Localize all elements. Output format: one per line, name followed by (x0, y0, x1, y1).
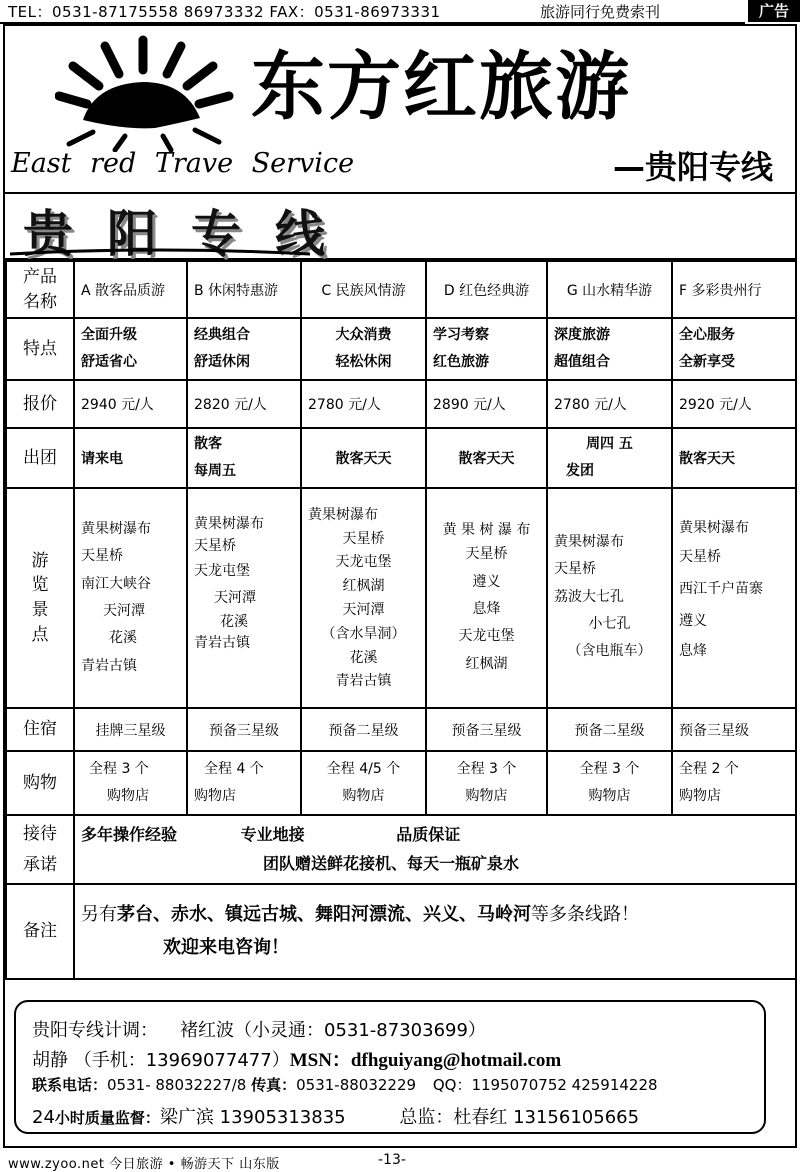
product-feature: 学习考察 红色旅游 (426, 318, 547, 380)
table-row (6, 488, 796, 708)
banner-swoosh-icon (10, 248, 310, 258)
brand-subtitle: —贵阳专线 (612, 148, 773, 186)
table-row (6, 884, 796, 979)
product-name: F 多彩贵州行 (672, 261, 796, 318)
footer-url: www.zyoo.net 今日旅游 • 畅游天下 山东版 (8, 1157, 280, 1172)
product-name: D 红色经典游 (426, 261, 547, 318)
title-banner (5, 192, 795, 263)
product-feature: 深度旅游 超值组合 (547, 318, 672, 380)
row-head-product: 产品 名称 (6, 261, 74, 318)
product-departure: 散客天天 (672, 428, 796, 488)
promise-gift: 团队赠送鲜花接机、每天一瓶矿泉水 (263, 853, 520, 873)
product-name: B 休闲特惠游 (187, 261, 301, 318)
product-feature: 全面升级 舒适省心 (74, 318, 187, 380)
product-shopping: 全程 3 个 购物店 (547, 751, 672, 815)
promise-quality: 品质保证 (396, 824, 461, 844)
remark-text: 另有茅台、赤水、镇远古城、舞阳河漂流、兴义、马岭河等多条线路！ 欢迎来电咨询！ (74, 884, 796, 979)
product-shopping: 全程 4 个 购物店 (187, 751, 301, 815)
product-hotel: 预备三星级 (187, 708, 301, 751)
footer (0, 1150, 800, 1172)
english-name: East red Trave Service (11, 148, 355, 179)
product-hotel: 挂牌三星级 (74, 708, 187, 751)
row-head-shopping: 购物 (6, 751, 74, 815)
remark-welcome: 欢迎来电咨询！ (163, 937, 289, 959)
product-scenic: 黄 果 树 瀑 布 天星桥 遵义 息烽 天龙屯堡 红枫湖 (426, 488, 547, 708)
product-feature: 全心服务 全新享受 (672, 318, 796, 380)
product-price: 2920 元/人 (672, 380, 796, 428)
product-scenic: 黄果树瀑布 天星桥 天龙屯堡 红枫湖 天河潭 （含水旱洞） 花溪 青岩古镇 (301, 488, 426, 708)
product-departure: 散客 每周五 (187, 428, 301, 488)
product-hotel: 预备二星级 (301, 708, 426, 751)
product-hotel: 预备三星级 (426, 708, 547, 751)
product-feature: 经典组合 舒适休闲 (187, 318, 301, 380)
product-departure: 散客天天 (426, 428, 547, 488)
promise-local: 专业地接 (240, 824, 305, 844)
product-price: 2890 元/人 (426, 380, 547, 428)
logo-area (5, 26, 795, 194)
product-scenic: 黄果树瀑布 天星桥 西江千户苗寨 遵义 息烽 (672, 488, 796, 708)
product-departure: 周四 五 发团 (547, 428, 672, 488)
product-hotel: 预备三星级 (672, 708, 796, 751)
sun-logo-icon (55, 32, 235, 152)
top-bar (0, 0, 800, 22)
route-table (5, 260, 797, 980)
contact-row-supervisor: 24小时质量监督：梁广滨 13905313835 总监：杜春红 13156105665 (32, 1107, 640, 1128)
header-contact: TEL：0531-87175558 86973332 FAX：0531-86973331 (8, 3, 441, 21)
table-row (6, 815, 796, 884)
contact-row-hujing: 胡静 （手机：13969077477）MSN：dfhguiyang@hotmail.com (32, 1050, 562, 1071)
page-number: -13- (378, 1152, 406, 1168)
row-head-price: 报价 (6, 380, 74, 428)
table-row (6, 751, 796, 815)
product-scenic: 黄果树瀑布 天星桥 天龙屯堡 天河潭 花溪 青岩古镇 (187, 488, 301, 708)
product-price: 2940 元/人 (74, 380, 187, 428)
product-departure: 散客天天 (301, 428, 426, 488)
product-shopping: 全程 2 个 购物店 (672, 751, 796, 815)
product-scenic: 黄果树瀑布 天星桥 南江大峡谷 天河潭 花溪 青岩古镇 (74, 488, 187, 708)
table-row (6, 708, 796, 751)
product-shopping: 全程 4/5 个 购物店 (301, 751, 426, 815)
ad-tag: 广告 (748, 0, 800, 22)
product-feature: 大众消费 轻松休闲 (301, 318, 426, 380)
product-hotel: 预备二星级 (547, 708, 672, 751)
contact-row-planner: 贵阳专线计调： 褚红波（小灵通：0531-87303699） (32, 1020, 486, 1041)
reception-promise (74, 815, 796, 884)
row-head-remark: 备注 (6, 884, 74, 979)
product-name: A 散客品质游 (74, 261, 187, 318)
row-head-reception: 接待 承诺 (6, 815, 74, 884)
header-slogan: 旅游同行免费索刊 (540, 3, 661, 21)
row-head-departure: 出团 (6, 428, 74, 488)
table-row (6, 261, 796, 318)
table-row (6, 318, 796, 380)
row-head-scenic: 游 览 景 点 (6, 488, 74, 708)
promise-experience: 多年操作经验 (81, 824, 178, 844)
row-head-hotel: 住宿 (6, 708, 74, 751)
brand-name: 东方红旅游 (251, 44, 631, 130)
table-row (6, 428, 796, 488)
product-shopping: 全程 3 个 购物店 (74, 751, 187, 815)
product-price: 2780 元/人 (301, 380, 426, 428)
product-shopping: 全程 3 个 购物店 (426, 751, 547, 815)
table-row (6, 380, 796, 428)
contact-row-phone: 联系电话：0531- 88032227/8 传真：0531-88032229 QQ：1195070752 425914228 (32, 1076, 658, 1094)
product-scenic: 黄果树瀑布 天星桥 荔波大七孔 小七孔 （含电瓶车） (547, 488, 672, 708)
remark-routes: 茅台、赤水、镇远古城、舞阳河漂流、兴义、马岭河 (117, 904, 531, 926)
banner-title: 贵阳专线 (23, 204, 359, 263)
contact-box (14, 1000, 766, 1134)
product-price: 2820 元/人 (187, 380, 301, 428)
product-name: G 山水精华游 (547, 261, 672, 318)
product-departure: 请来电 (74, 428, 187, 488)
product-price: 2780 元/人 (547, 380, 672, 428)
row-head-feature: 特点 (6, 318, 74, 380)
product-name: C 民族风情游 (301, 261, 426, 318)
